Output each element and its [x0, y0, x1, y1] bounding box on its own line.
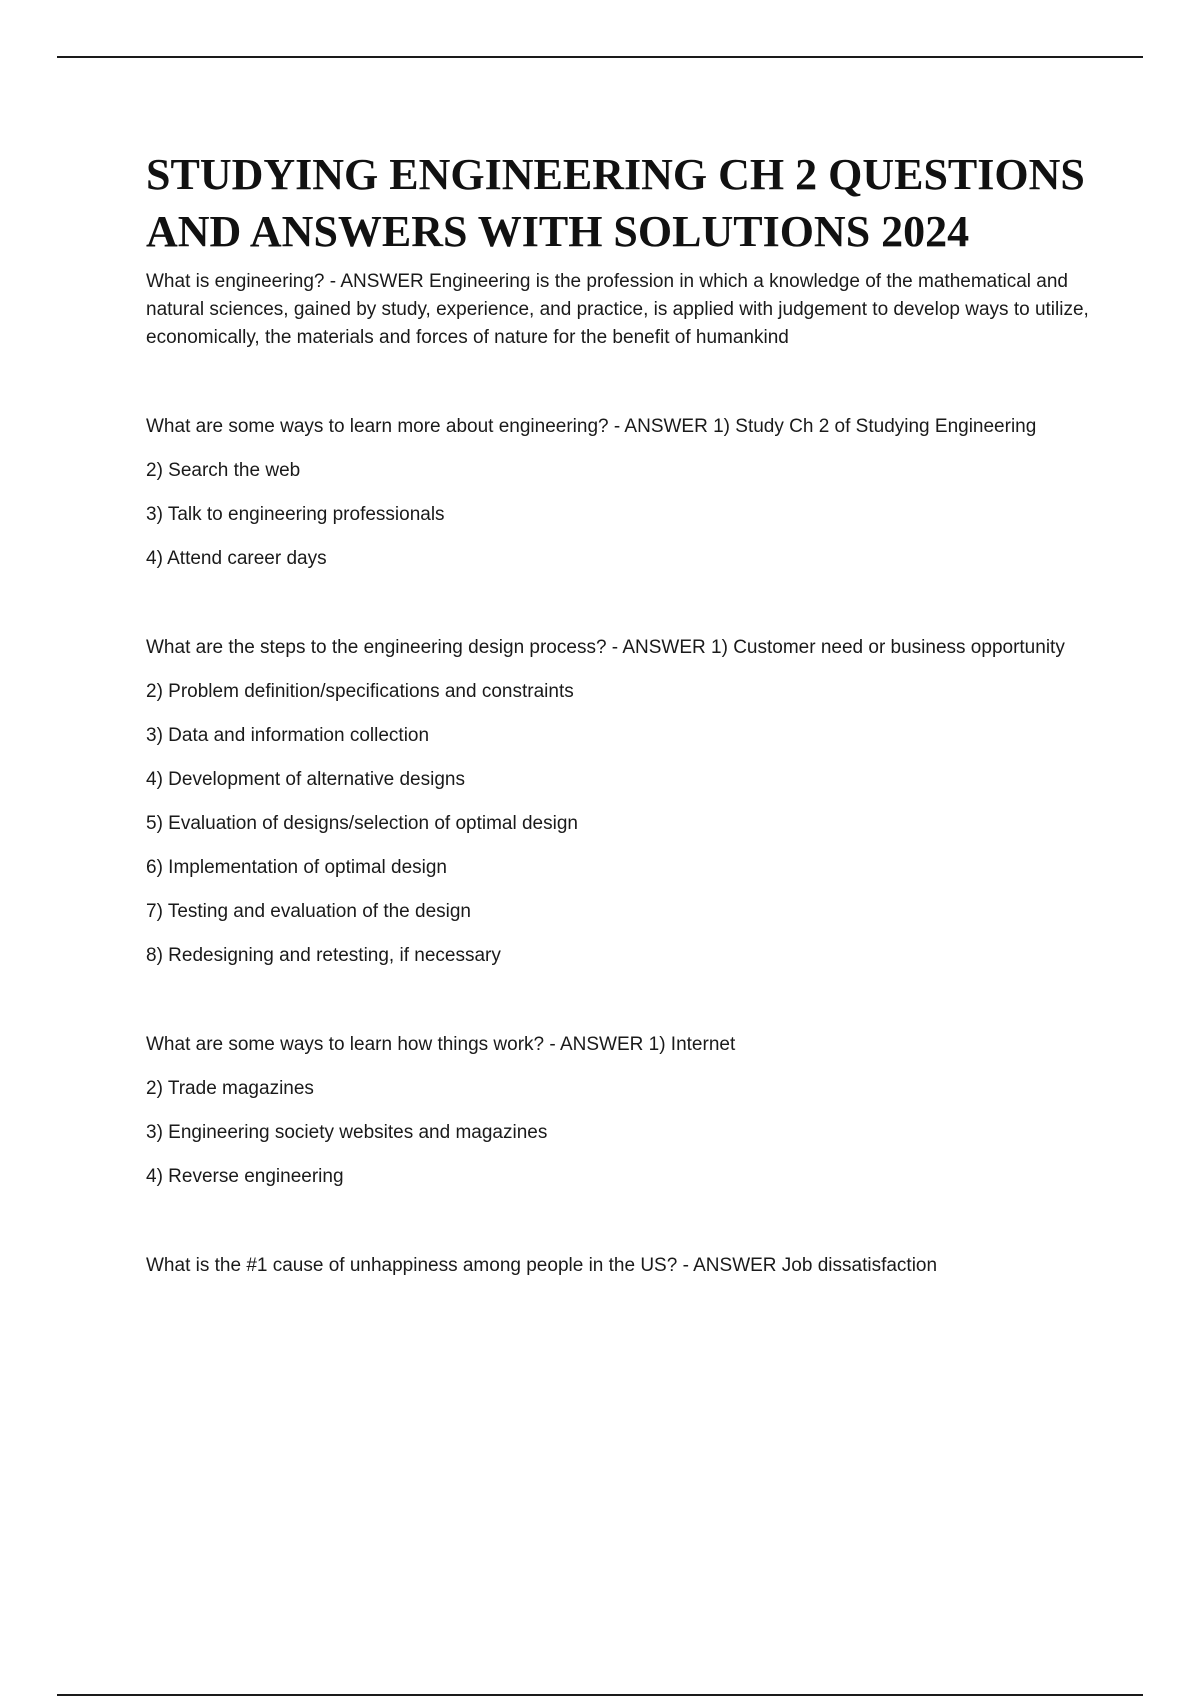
- list-item: 7) Testing and evaluation of the design: [146, 901, 471, 922]
- qa-definition: What is engineering? - ANSWER Engineering is the profession in which a knowledge of the mathematical and natural sciences, gained by study, experience, and practice, is applied with judgement to develop ways to utilize, economically, the materials and forces of nature for the benefit of humankind: [146, 271, 1089, 348]
- qa-how-things-work: [146, 1031, 1096, 1191]
- list-item: 2) Search the web: [146, 460, 301, 481]
- qa-question: What is the #1 cause of unhappiness among people in the US? - ANSWER Job dissatisfaction: [146, 1255, 938, 1276]
- qa-learn-engineering: [146, 413, 1096, 573]
- qa-unhappiness: [146, 1252, 1096, 1280]
- page-title: STUDYING ENGINEERING CH 2 QUESTIONS AND ANSWERS WITH SOLUTIONS 2024: [146, 150, 1085, 256]
- list-item: 8) Redesigning and retesting, if necessary: [146, 945, 501, 966]
- list-item: 4) Reverse engineering: [146, 1166, 344, 1187]
- list-item: 6) Implementation of optimal design: [146, 857, 447, 878]
- list-item: 3) Data and information collection: [146, 725, 430, 746]
- qa-question: What are some ways to learn how things work? - ANSWER 1) Internet: [146, 1034, 736, 1055]
- list-item: 2) Trade magazines: [146, 1078, 314, 1099]
- list-item: 4) Development of alternative designs: [146, 769, 465, 790]
- top-divider: [57, 56, 1143, 58]
- document-content: [146, 146, 1096, 1280]
- list-item: 3) Engineering society websites and magazines: [146, 1122, 548, 1143]
- bottom-divider: [57, 1694, 1143, 1696]
- list-item: 4) Attend career days: [146, 548, 327, 569]
- list-item: 2) Problem definition/specifications and constraints: [146, 681, 574, 702]
- qa-question: What are some ways to learn more about engineering? - ANSWER 1) Study Ch 2 of Studying Engineering: [146, 416, 1037, 437]
- list-item: 3) Talk to engineering professionals: [146, 504, 445, 525]
- list-item: 5) Evaluation of designs/selection of optimal design: [146, 813, 578, 834]
- qa-design-process: [146, 634, 1096, 970]
- qa-question: What are the steps to the engineering design process? - ANSWER 1) Customer need or business opportunity: [146, 637, 1065, 658]
